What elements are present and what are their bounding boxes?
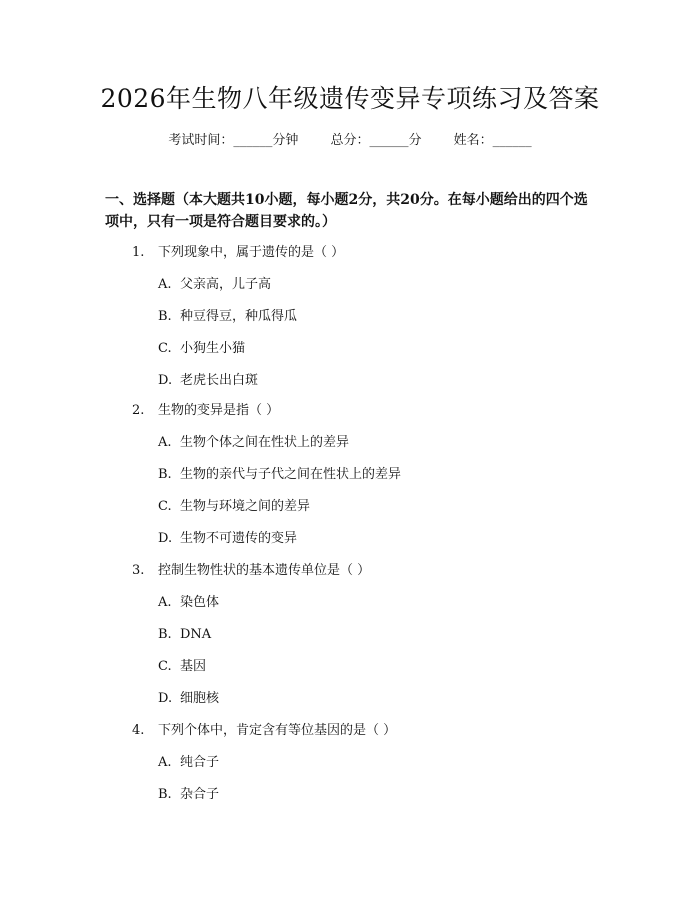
question-number: 2.	[132, 403, 145, 418]
option-letter: D.	[158, 691, 173, 706]
question-number: 4.	[132, 723, 145, 738]
student-name: 姓名：______	[453, 133, 532, 148]
question-text: 下列个体中，肯定含有等位基因的是（ ）	[158, 723, 397, 738]
option-text: 生物的亲代与子代之间在性状上的差异	[180, 467, 402, 482]
option-text: 生物个体之间在性状上的差异	[180, 435, 350, 450]
option-text: 生物不可遗传的变异	[180, 531, 298, 546]
option-text: 老虎长出白斑	[180, 373, 259, 388]
option-text: 纯合子	[180, 755, 220, 770]
question-number: 3.	[132, 563, 145, 578]
question-text: 生物的变异是指（ ）	[158, 403, 280, 418]
exam-time: 考试时间：______分钟	[168, 133, 299, 148]
option-text: 染色体	[180, 595, 220, 610]
question-2-option-d	[158, 529, 297, 549]
question-2	[132, 401, 279, 421]
option-text: 杂合子	[180, 787, 220, 802]
question-2-option-b	[158, 465, 401, 485]
question-number: 1.	[132, 245, 145, 260]
option-letter: C.	[158, 499, 172, 514]
option-letter: B.	[158, 467, 172, 482]
question-4	[132, 721, 396, 741]
question-1-option-d	[158, 371, 258, 391]
exam-score: 总分：______分	[330, 133, 422, 148]
option-text: DNA	[180, 627, 212, 642]
question-1	[132, 243, 344, 263]
question-text: 下列现象中，属于遗传的是（ ）	[158, 245, 345, 260]
option-letter: A.	[158, 755, 172, 770]
question-text: 控制生物性状的基本遗传单位是（ ）	[158, 563, 371, 578]
option-text: 基因	[180, 659, 207, 674]
question-3-option-d	[158, 689, 219, 709]
option-letter: C.	[158, 659, 172, 674]
question-3-option-c	[158, 657, 206, 677]
option-text: 细胞核	[180, 691, 220, 706]
option-text: 父亲高，儿子高	[180, 277, 272, 292]
page-title: 2026年生物八年级遗传变异专项练习及答案	[100, 84, 600, 113]
option-letter: B.	[158, 627, 172, 642]
option-letter: C.	[158, 341, 172, 356]
question-3-option-b	[158, 625, 211, 645]
option-letter: A.	[158, 435, 172, 450]
question-4-option-b	[158, 785, 219, 805]
question-1-option-a	[158, 275, 271, 295]
option-letter: B.	[158, 309, 172, 324]
question-2-option-a	[158, 433, 349, 453]
option-text: 生物与环境之间的差异	[180, 499, 311, 514]
question-4-option-a	[158, 753, 219, 773]
option-letter: B.	[158, 787, 172, 802]
question-2-option-c	[158, 497, 310, 517]
question-3-option-a	[158, 593, 219, 613]
question-1-option-b	[158, 307, 297, 327]
question-3	[132, 561, 370, 581]
option-letter: A.	[158, 595, 172, 610]
option-letter: D.	[158, 531, 173, 546]
option-text: 小狗生小猫	[180, 341, 246, 356]
option-letter: A.	[158, 277, 172, 292]
option-letter: D.	[158, 373, 173, 388]
question-1-option-c	[158, 339, 245, 359]
section-heading: 一、选择题（本大题共10小题，每小题2分，共20分。在每小题给出的四个选项中，只有一项是符合题目要求的。）	[105, 192, 588, 230]
exam-meta	[0, 131, 700, 151]
option-text: 种豆得豆，种瓜得瓜	[180, 309, 298, 324]
